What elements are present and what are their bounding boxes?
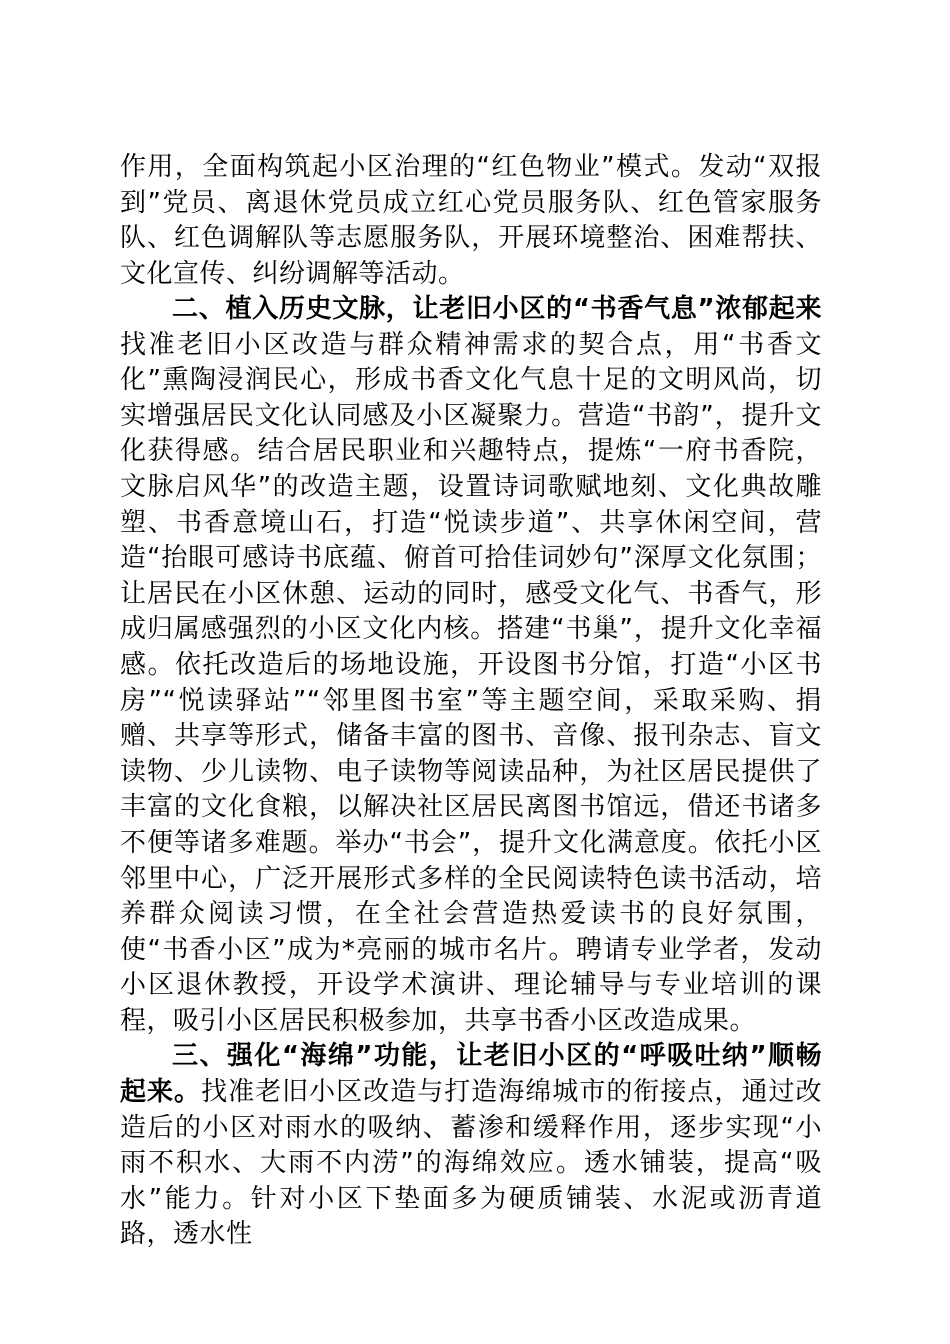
paragraph-2-body: 找准老旧小区改造与群众精神需求的契合点，用“书香文化”熏陶浸润民心，形成书香文化气息十足的文明风尚，切实增强居民文化认同感及小区凝聚力。营造“书韵”，提升文化获得感。结合居民职业和兴趣特点，提炼“一府书香院，文脉启风华”的改造主题，设置诗词歌赋地刻、文化典故雕塑、书香意境山石，打造“悦读步道”、共享休闲空间，营造“抬眼可感诗书底蕴、俯首可拾佳词妙句”深厚文化氛围；让居民在小区休憩、运动的同时，感受文化气、书香气，形成归属感强烈的小区文化内核。搭建“书巢”，提升文化幸福感。依托改造后的场地设施，开设图书分馆，打造“小区书房”“悦读驿站”“邻里图书室”等主题空间，采取采购、捐赠、共享等形式，储备丰富的图书、音像、报刊杂志、盲文读物、少儿读物、电子读物等阅读品种，为社区居民提供了丰富的文化食粮，以解决社区居民离图书馆远，借还书诸多不便等诸多难题。举办“书会”，提升文化满意度。依托小区邻里中心，广泛开展形式多样的全民阅读特色读书活动，培养群众阅读习惯，在全社会营造热爱读书的良好氛围，使“书香小区”成为*亮丽的城市名片。聘请专业学者，发动小区退休教授，开设学术演讲、理论辅导与专业培训的课程，吸引小区居民积极参加，共享书香小区改造成果。 (120, 329, 822, 1036)
paragraph-1: 作用，全面构筑起小区治理的“红色物业”模式。发动“双报到”党员、离退休党员成立红心党员服务队、红色管家服务队、红色调解队等志愿服务队，开展环境整治、困难帮扶、文化宣传、纠纷调解等活动。 (120, 152, 822, 289)
paragraph-3 (120, 1039, 822, 1253)
section-heading-3: 三、强化“海绵”功能，让老旧小区的“呼吸吐纳”顺畅起来。 (120, 1041, 822, 1108)
paragraph-3-body: 找准老旧小区改造与打造海绵城市的衔接点，通过改造后的小区对雨水的吸纳、蓄渗和缓释作用，逐步实现“小雨不积水、大雨不内涝”的海绵效应。透水铺装，提高“吸水”能力。针对小区下垫面多为硬质铺装、水泥或沥青道路，透水性 (120, 1077, 822, 1250)
paragraph-2 (120, 292, 822, 1039)
section-heading-2: 二、植入历史文脉，让老旧小区的“书香气息”浓郁起来 (172, 294, 822, 324)
document-page (120, 150, 822, 1253)
